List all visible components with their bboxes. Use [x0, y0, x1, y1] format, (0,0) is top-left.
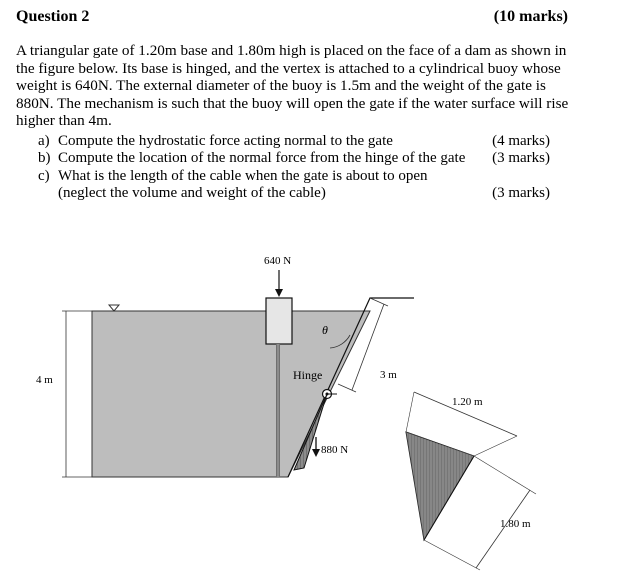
item-b-text: Compute the location of the normal force from the hinge of the gate: [58, 150, 466, 167]
item-a-label: a): [38, 133, 50, 149]
depth-label: 4 m: [36, 374, 53, 386]
buoy-weight-label: 640 N: [264, 255, 292, 267]
item-a-marks: (4 marks): [492, 133, 550, 149]
question-marks: (10 marks): [493, 8, 568, 25]
question-title: Question 2: [16, 8, 90, 25]
item-a-text: Compute the hydrostatic force acting normal to the gate: [58, 133, 393, 149]
item-b-label: b): [38, 150, 51, 167]
hinge-label: Hinge: [293, 368, 323, 382]
water-surface-marker: [109, 305, 119, 311]
question-text: A triangular gate of 1.20m base and 1.80m high is placed on the face of a dam as shown in the figure below. Its base is hinged, and the vertex is attached to a cylindrical buoy whose weight is 640N. The external diameter of the buoy is 1.5m and the weight of the gate is 880N. The mechanism is such that the buoy will open the gate if the water surface will rise higher than 4m.: [16, 42, 569, 129]
item-c-text: What is the length of the cable when the gate is about to open (neglect the volume and weight of the cable): [58, 167, 428, 201]
gate-height-label: 1.80 m: [500, 518, 531, 530]
cable: [276, 344, 280, 477]
item-c-label: c): [38, 167, 50, 184]
item-b-marks: (3 marks): [492, 150, 550, 167]
gate-detail: [406, 432, 474, 540]
theta-label: θ: [322, 323, 328, 337]
slope-length-label: 3 m: [380, 369, 397, 381]
depth-dimension: [62, 311, 92, 477]
gate-base-label: 1.20 m: [452, 396, 483, 408]
buoy: [266, 270, 292, 344]
item-c-marks: (3 marks): [492, 184, 550, 201]
gate-weight-label: 880 N: [321, 444, 349, 456]
